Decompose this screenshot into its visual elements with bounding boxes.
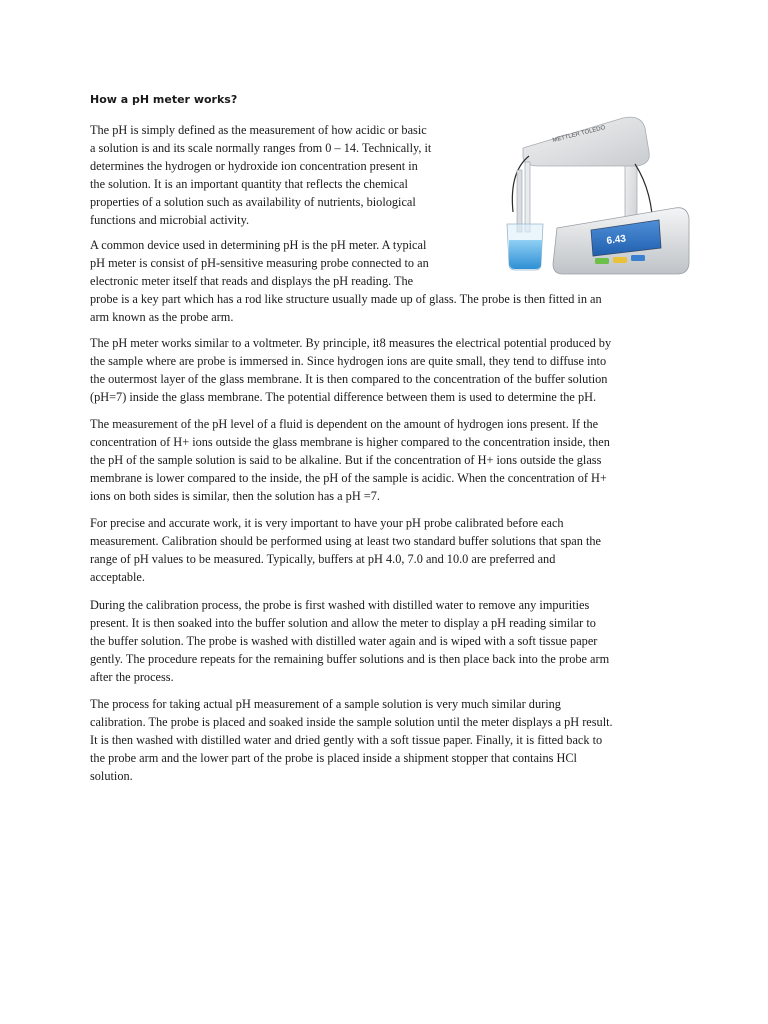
- text-line: the outermost layer of the glass membrane. It is then compared to the concentration of the buffer solution: [90, 371, 608, 386]
- text-line: The pH meter works similar to a voltmeter. By principle, it8 measures the electrical potential produced by: [90, 336, 612, 350]
- text-line: The process for taking actual pH measurement of a sample solution is very much similar during: [90, 697, 561, 711]
- paragraph-7: [90, 696, 613, 786]
- page-title: How a pH meter works?: [90, 93, 238, 106]
- text-line: the sample where are probe is immersed in. Since hydrogen ions are quite small, they tend to diffuse into: [90, 353, 607, 368]
- text-line: It is then washed with distilled water and dried gently with a soft tissue paper. Finally, it is fitted back to: [90, 732, 603, 747]
- paragraph-3: [90, 335, 611, 407]
- text-line: electronic meter itself that reads and displays the pH reading. The: [90, 273, 414, 288]
- paragraph-4: [90, 416, 610, 506]
- ph-meter-photo: [503, 112, 693, 284]
- text-line: gently. The procedure repeats for the remaining buffer solutions and is then place back into the probe arm: [90, 651, 610, 666]
- text-line: solution.: [90, 768, 133, 783]
- buffer-solution: [509, 240, 542, 269]
- text-line: range of pH values to be measured. Typically, buffers at pH 4.0, 7.0 and 10.0 are preferred and: [90, 551, 556, 566]
- blue-button: [631, 255, 645, 261]
- paragraph-1: [90, 122, 431, 229]
- text-line: functions and microbial activity.: [90, 212, 250, 227]
- text-line: the solution. It is an important quantity that reflects the chemical: [90, 176, 408, 191]
- text-line: measurement. Calibration should be performed using at least two standard buffer solutions that span the: [90, 533, 601, 548]
- text-line: A common device used in determining pH is the pH meter. A typical: [90, 238, 427, 252]
- temperature-probe: [517, 170, 522, 232]
- text-line: The measurement of the pH level of a fluid is dependent on the amount of hydrogen ions present. If the: [90, 417, 599, 431]
- text-line: a solution is and its scale normally ranges from 0 – 14. Technically, it: [90, 140, 432, 155]
- text-line: the buffer solution. The probe is washed with distilled water again and is wiped with a soft tissue paper: [90, 633, 598, 648]
- text-line: membrane is lower compared to the inside, the pH of the sample is acidic. When the concentration of H+: [90, 470, 607, 485]
- text-line: after the process.: [90, 669, 174, 684]
- text-line: present. It is then soaked into the buffer solution and allow the meter to display a pH reading similar to: [90, 615, 596, 630]
- text-line: acceptable.: [90, 569, 145, 584]
- paragraph-6: [90, 597, 609, 687]
- yellow-button: [613, 257, 627, 263]
- text-line: probe is a key part which has a rod like structure usually made up of glass. The probe is then fitted in an: [90, 291, 602, 306]
- text-line: the pH of the sample solution is said to be alkaline. But if the concentration of H+ ions outside the glass: [90, 452, 602, 467]
- text-line: (pH=7) inside the glass membrane. The potential difference between them is used to determine the pH.: [90, 389, 597, 404]
- text-line: arm known as the probe arm.: [90, 309, 234, 324]
- text-line: the probe arm and the lower part of the probe is placed inside a shipment stopper that contains HCl: [90, 750, 577, 765]
- text-line: properties of a solution such as availability of nutrients, biological: [90, 194, 416, 209]
- brand-label: METTLER TOLEDO: [552, 125, 607, 144]
- electrode-probe: [525, 162, 530, 232]
- green-button: [595, 258, 609, 264]
- text-line: For precise and accurate work, it is very important to have your pH probe calibrated before each: [90, 516, 564, 530]
- text-line: The pH is simply defined as the measurement of how acidic or basic: [90, 123, 427, 137]
- text-line: ions on both sides is similar, then the solution has a pH =7.: [90, 488, 380, 503]
- probe-arm: [523, 117, 649, 166]
- text-line: pH meter is consist of pH-sensitive measuring probe connected to an: [90, 255, 429, 270]
- text-line: concentration of H+ ions outside the glass membrane is higher compared to the concentration inside, then: [90, 434, 610, 449]
- paragraph-5: [90, 515, 601, 587]
- text-line: During the calibration process, the probe is first washed with distilled water to remove any impurities: [90, 598, 590, 612]
- text-line: determines the hydrogen or hydroxide ion concentration present in: [90, 158, 418, 173]
- text-line: calibration. The probe is placed and soaked inside the sample solution until the meter displays a pH result.: [90, 714, 613, 729]
- ph-reading: 6.43: [605, 233, 627, 247]
